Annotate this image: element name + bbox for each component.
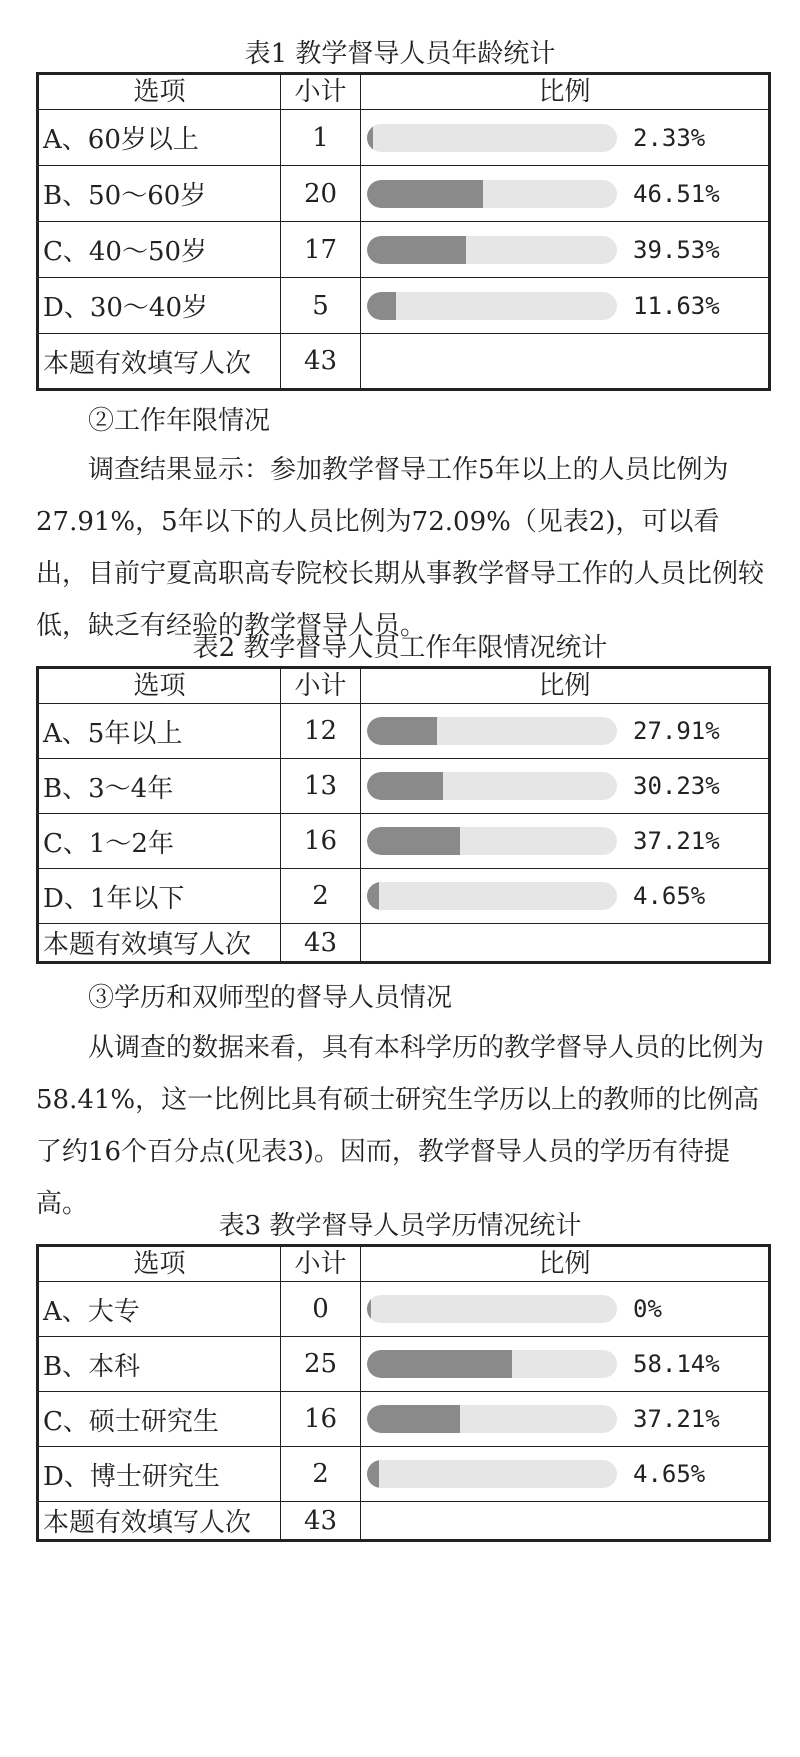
ratio-bar-track (367, 717, 617, 745)
count-cell: 2 (281, 869, 361, 924)
count-cell: 25 (281, 1337, 361, 1392)
table-row (38, 869, 770, 924)
ratio-cell (361, 869, 770, 924)
table-row (38, 1392, 770, 1447)
ratio-bar-fill (367, 1460, 379, 1488)
ratio-cell (361, 222, 770, 278)
section3-text: 从调查的数据来看，具有本科学历的教学督导人员的比例为58.41%，这一比例比具有硕士研究生学历以上的教师的比例高了约16个百分点(见表3)。因而，教学督导人员的学历有待提高。 (36, 1033, 765, 1219)
option-cell: B、50～60岁 (38, 166, 281, 222)
ratio-bar-fill (367, 292, 396, 320)
ratio-bar-track (367, 882, 617, 910)
option-cell: A、大专 (38, 1282, 281, 1337)
ratio-percent: 37.21% (633, 1405, 720, 1433)
ratio-cell (361, 110, 770, 166)
ratio-bar-fill (367, 1350, 512, 1378)
ratio-bar-track (367, 236, 617, 264)
section2-heading: ②工作年限情况 (88, 406, 271, 436)
total-label: 本题有效填写人次 (38, 1502, 281, 1541)
option-cell: D、30～40岁 (38, 278, 281, 334)
count-cell: 1 (281, 110, 361, 166)
ratio-bar-track (367, 1350, 617, 1378)
ratio-bar-track (367, 292, 617, 320)
ratio-bar-fill (367, 236, 466, 264)
ratio-percent: 27.91% (633, 717, 720, 745)
total-count: 43 (281, 924, 361, 963)
ratio-bar-track (367, 124, 617, 152)
table-row (38, 1337, 770, 1392)
total-empty-cell (361, 334, 770, 390)
total-row (38, 1502, 770, 1541)
table3 (36, 1244, 771, 1542)
ratio-cell (361, 278, 770, 334)
count-header: 小计 (281, 668, 361, 704)
table3-body (38, 1282, 770, 1541)
total-empty-cell (361, 924, 770, 963)
table-row (38, 1447, 770, 1502)
ratio-bar-fill (367, 882, 379, 910)
ratio-percent: 39.53% (633, 235, 720, 264)
count-cell: 5 (281, 278, 361, 334)
section2-text: 调查结果显示：参加教学督导工作5年以上的人员比例为27.91%，5年以下的人员比例为72.09%（见表2)，可以看出，目前宁夏高职高专院校长期从事教学督导工作的人员比例较低，缺乏有经验的教学督导人员。 (36, 455, 765, 641)
table-row (38, 166, 770, 222)
table-row (38, 278, 770, 334)
ratio-percent: 2.33% (633, 123, 706, 152)
count-cell: 0 (281, 1282, 361, 1337)
table-row (38, 110, 770, 166)
ratio-bar-track (367, 1295, 617, 1323)
ratio-cell (361, 704, 770, 759)
ratio-percent: 58.14% (633, 1350, 720, 1378)
ratio-percent: 30.23% (633, 772, 720, 800)
option-header: 选项 (38, 1246, 281, 1282)
ratio-bar-fill (367, 180, 483, 208)
table2-header-row (38, 668, 770, 704)
total-count: 43 (281, 1502, 361, 1541)
option-cell: B、本科 (38, 1337, 281, 1392)
count-cell: 13 (281, 759, 361, 814)
ratio-percent: 37.21% (633, 827, 720, 855)
table-row (38, 222, 770, 278)
ratio-cell (361, 1337, 770, 1392)
ratio-percent: 4.65% (633, 1460, 706, 1488)
total-label: 本题有效填写人次 (38, 334, 281, 390)
ratio-cell (361, 759, 770, 814)
total-count: 43 (281, 334, 361, 390)
count-cell: 12 (281, 704, 361, 759)
section3-heading: ③学历和双师型的督导人员情况 (88, 983, 453, 1013)
count-header: 小计 (281, 74, 361, 110)
ratio-cell (361, 1392, 770, 1447)
table-row (38, 759, 770, 814)
ratio-cell (361, 166, 770, 222)
ratio-percent: 4.65% (633, 882, 706, 910)
ratio-bar-fill (367, 717, 437, 745)
ratio-percent: 0% (633, 1295, 662, 1323)
table1-header-row (38, 74, 770, 110)
option-cell: A、60岁以上 (38, 110, 281, 166)
ratio-percent: 46.51% (633, 179, 720, 208)
option-cell: C、40～50岁 (38, 222, 281, 278)
ratio-header: 比例 (361, 1246, 770, 1282)
ratio-header: 比例 (361, 668, 770, 704)
table-row (38, 1282, 770, 1337)
count-cell: 16 (281, 1392, 361, 1447)
count-cell: 17 (281, 222, 361, 278)
table1 (36, 72, 771, 391)
ratio-header: 比例 (361, 74, 770, 110)
section3-paragraph (36, 1022, 768, 1230)
table-row (38, 814, 770, 869)
ratio-bar-track (367, 180, 617, 208)
ratio-cell (361, 1447, 770, 1502)
ratio-cell (361, 1282, 770, 1337)
total-row (38, 924, 770, 963)
table2-caption: 表2 教学督导人员工作年限情况统计 (192, 633, 608, 663)
ratio-bar-fill (367, 1295, 371, 1323)
table1-caption: 表1 教学督导人员年龄统计 (244, 39, 556, 69)
section2-paragraph (36, 444, 768, 652)
option-header: 选项 (38, 74, 281, 110)
ratio-bar-fill (367, 827, 460, 855)
option-cell: D、1年以下 (38, 869, 281, 924)
ratio-bar-fill (367, 1405, 460, 1433)
table3-header-row (38, 1246, 770, 1282)
table1-body (38, 110, 770, 390)
ratio-bar-track (367, 1460, 617, 1488)
ratio-bar-fill (367, 772, 443, 800)
count-cell: 20 (281, 166, 361, 222)
total-row (38, 334, 770, 390)
option-cell: D、博士研究生 (38, 1447, 281, 1502)
option-cell: C、硕士研究生 (38, 1392, 281, 1447)
table3-caption: 表3 教学督导人员学历情况统计 (218, 1211, 582, 1241)
ratio-bar-track (367, 827, 617, 855)
option-header: 选项 (38, 668, 281, 704)
option-cell: A、5年以上 (38, 704, 281, 759)
count-cell: 2 (281, 1447, 361, 1502)
count-header: 小计 (281, 1246, 361, 1282)
table-row (38, 704, 770, 759)
ratio-cell (361, 814, 770, 869)
count-cell: 16 (281, 814, 361, 869)
ratio-bar-fill (367, 124, 373, 152)
table2 (36, 666, 771, 964)
ratio-bar-track (367, 772, 617, 800)
option-cell: B、3～4年 (38, 759, 281, 814)
ratio-bar-track (367, 1405, 617, 1433)
table2-body (38, 704, 770, 963)
total-label: 本题有效填写人次 (38, 924, 281, 963)
total-empty-cell (361, 1502, 770, 1541)
option-cell: C、1～2年 (38, 814, 281, 869)
ratio-percent: 11.63% (633, 291, 720, 320)
